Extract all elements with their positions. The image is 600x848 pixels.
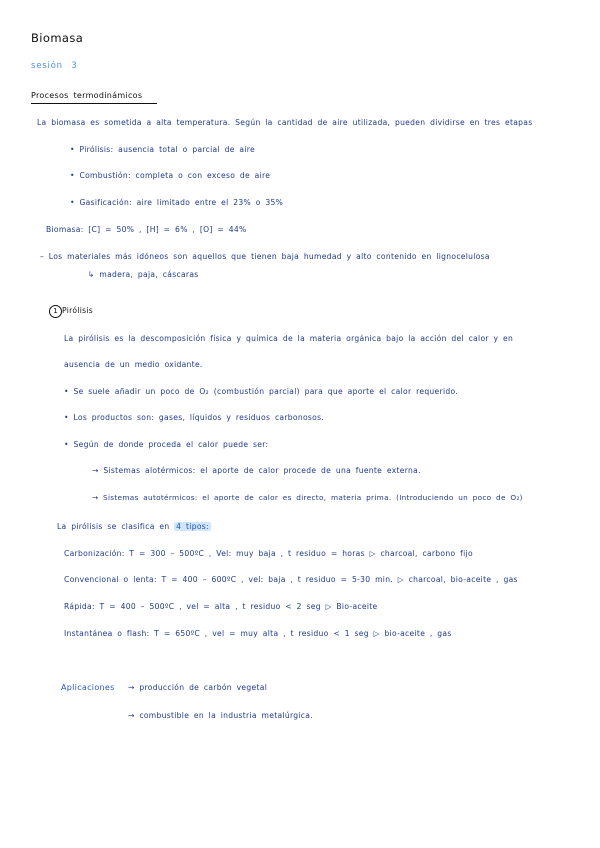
section-heading: Procesos termodinámicos — [31, 91, 143, 100]
classification-prefix: La pirólisis se clasifica en — [57, 522, 170, 531]
stage-item: • Combustión: completa o con exceso de aire — [70, 171, 271, 180]
pyrolysis-type: Rápida: T = 400 – 500ºC , vel = alta , t residuo < 2 seg ▷ Bio-aceite — [64, 602, 378, 611]
pyrolysis-bullet: • Los productos son: gases, líquidos y residuos carbonosos. — [64, 413, 325, 422]
classification-line — [57, 523, 211, 531]
applications-label: Aplicaciones — [61, 683, 115, 692]
page-title: Biomasa — [31, 31, 84, 45]
application-item: → producción de carbón vegetal — [128, 683, 268, 692]
session-label: sesión 3 — [31, 61, 78, 71]
definition-line: ausencia de un medio oxidante. — [64, 360, 203, 369]
pyrolysis-type: Convencional o lenta: T = 400 – 600ºC , vel: baja , t residuo = 5-30 min. ▷ charcoal, bio-aceite , gas — [64, 575, 518, 584]
stage-item: • Pirólisis: ausencia total o parcial de aire — [70, 145, 256, 154]
system-item: → Sistemas autotérmicos: el aporte de calor es directo, materia prima. (Introduciendo un poco de O₂) — [92, 493, 523, 502]
heading-underline — [31, 103, 157, 104]
section-number-circle: 1 — [49, 305, 62, 318]
materials-line: – Los materiales más idóneos son aquellos que tienen baja humedad y alto contenido en lignocelulosa — [40, 252, 490, 261]
pyrolysis-type: Instantánea o flash: T = 650ºC , vel = muy alta , t residuo < 1 seg ▷ bio-aceite , gas — [64, 629, 452, 638]
pyrolysis-bullet: • Se suele añadir un poco de O₂ (combustión parcial) para que aporte el calor requerido. — [64, 387, 458, 396]
application-item: → combustible en la industria metalúrgica. — [128, 711, 313, 720]
classification-highlight: 4 tipos: — [176, 522, 209, 531]
materials-examples: ↳ madera, paja, cáscaras — [88, 270, 199, 279]
stage-item: • Gasificación: aire limitado entre el 23% o 35% — [70, 198, 284, 207]
pyrolysis-type: Carbonización: T = 300 – 500ºC , Vel: muy baja , t residuo = horas ▷ charcoal, carbono fijo — [64, 549, 473, 558]
subsection-title: Pirólisis — [62, 306, 94, 315]
definition-line: La pirólisis es la descomposición física y química de la materia orgánica bajo la acción del calor y en — [64, 334, 514, 343]
composition-line: Biomasa: [C] = 50% , [H] = 6% , [O] = 44% — [46, 225, 247, 234]
pyrolysis-bullet: • Según de donde proceda el calor puede ser: — [64, 440, 269, 449]
system-item: → Sistemas alotérmicos: el aporte de calor procede de una fuente externa. — [92, 466, 421, 475]
intro-text: La biomasa es sometida a alta temperatura. Según la cantidad de aire utilizada, pueden dividirse en tres etapas — [37, 118, 533, 127]
